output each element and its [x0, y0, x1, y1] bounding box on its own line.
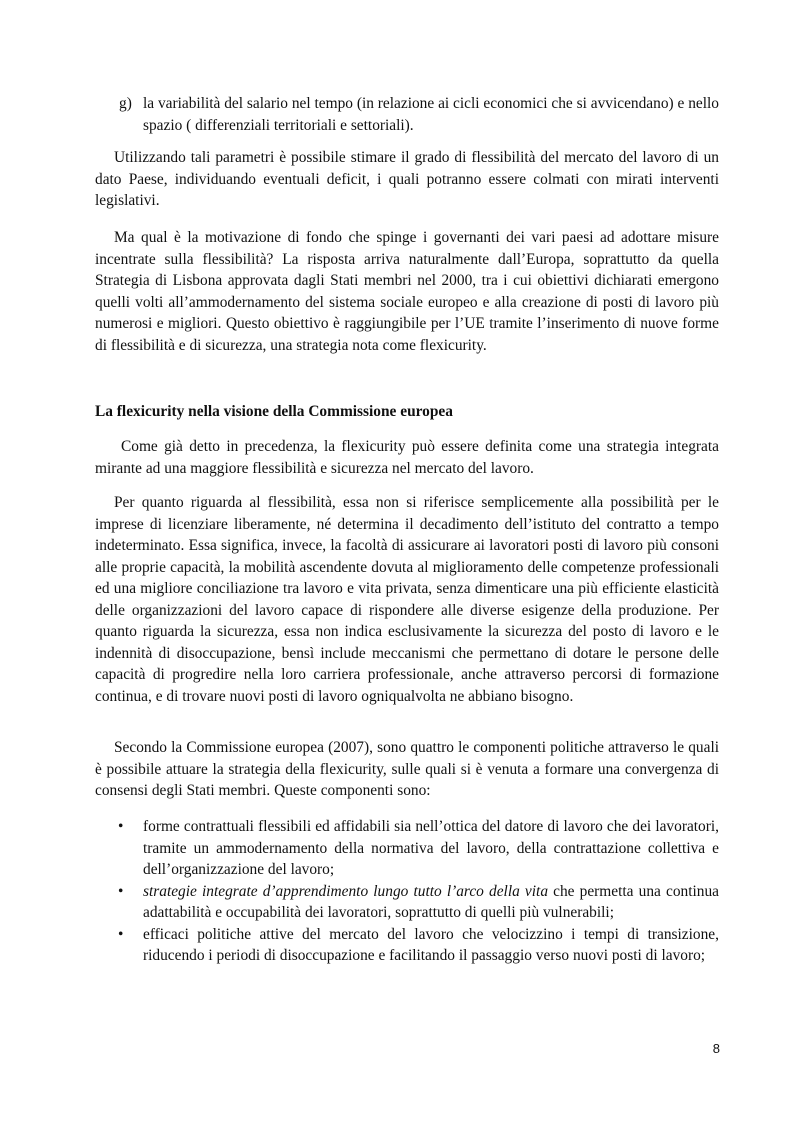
bullet-icon: •: [118, 818, 124, 835]
list-item: [95, 816, 719, 881]
bullet-icon: •: [118, 925, 124, 943]
paragraph: Come già detto in precedenza, la flexicurity può essere definita come una strategia integrata mirante ad una maggiore flessibilità e sicurezza nel mercato del lavoro.: [95, 438, 719, 477]
list-item-g: [95, 93, 719, 136]
paragraph: Secondo la Commissione europea (2007), sono quattro le componenti politiche attraverso le quali è possibile attuare la strategia della flexicurity, sulle quali si è venuta a formare una convergenza di consensi degli Stati membri. Queste componenti sono:: [95, 739, 719, 799]
section-heading: La flexicurity nella visione della Commissione europea: [95, 403, 453, 420]
list-marker: g): [119, 95, 132, 112]
list-item: [95, 924, 719, 967]
bullet-icon: •: [118, 882, 124, 900]
bullet-text: efficaci politiche attive del mercato del lavoro che velocizzino i tempi di transizione, riducendo i periodi di disoccupazione e facilitando il passaggio verso nuovi posti di lavoro;: [143, 925, 719, 964]
bullet-text-italic: strategie integrate d’apprendimento lungo tutto l’arco della vita: [143, 882, 549, 900]
page-number: 8: [712, 1041, 720, 1056]
paragraph: Utilizzando tali parametri è possibile stimare il grado di flessibilità del mercato del lavoro di un dato Paese, individuando eventuali deficit, i quali potranno essere colmati con mirati interventi legislativi.: [95, 149, 719, 209]
list-item: [95, 881, 719, 924]
paragraph: Ma qual è la motivazione di fondo che spinge i governanti dei vari paesi ad adottare misure incentrate sulla flessibilità? La risposta arriva naturalmente dall’Europa, soprattutto da quella Strategia di Lisbona approvata dagli Stati membri nel 2000, tra i cui obiettivi dichiarati emergono quelli volti all’ammodernamento del sistema sociale europeo e alla creazione di posti di lavoro più numerosi e migliori. Questo obiettivo è raggiungibile per l’UE tramite l’inserimento di nuove forme di flessibilità e di sicurezza, una strategia nota come flexicurity.: [95, 229, 719, 354]
paragraph: Per quanto riguarda al flessibilità, essa non si riferisce semplicemente alla possibilità per le imprese di licenziare liberamente, né determina il decadimento dell’istituto del contratto a tempo indeterminato. Essa significa, invece, la facoltà di assicurare ai lavoratori posti di lavoro più consoni alle proprie capacità, la mobilità ascendente dovuta al miglioramento delle competenze professionali ed una migliore conciliazione tra lavoro e vita privata, senza dimenticare una più efficiente elasticità delle organizzazioni del lavoro capace di rispondere alle diverse esigenze della produzione. Per quanto riguarda la sicurezza, essa non indica esclusivamente la sicurezza del posto di lavoro e le indennità di disoccupazione, bensì include meccanismi che permettano di dotare le persone delle capacità di progredire nella loro carriera professionale, anche attraverso percorsi di formazione continua, e di trovare nuovi posti di lavoro ogniqualvolta ne abbiano bisogno.: [95, 494, 719, 705]
list-item-text: la variabilità del salario nel tempo (in relazione ai cicli economici che si avvicendano) e nello spazio ( differenziali territoriali e settoriali).: [143, 95, 719, 134]
bullet-text: che permetta una continua adattabilità e occupabilità dei lavoratori, soprattutto di quelli più vulnerabili;: [143, 882, 719, 921]
bullet-text: forme contrattuali flessibili ed affidabili sia nell’ottica del datore di lavoro che dei lavoratori, tramite un ammodernamento della normativa del lavoro, della contrattazione collettiva e dell’organizzazione del lavoro;: [143, 818, 719, 878]
bullet-list: [95, 816, 719, 967]
